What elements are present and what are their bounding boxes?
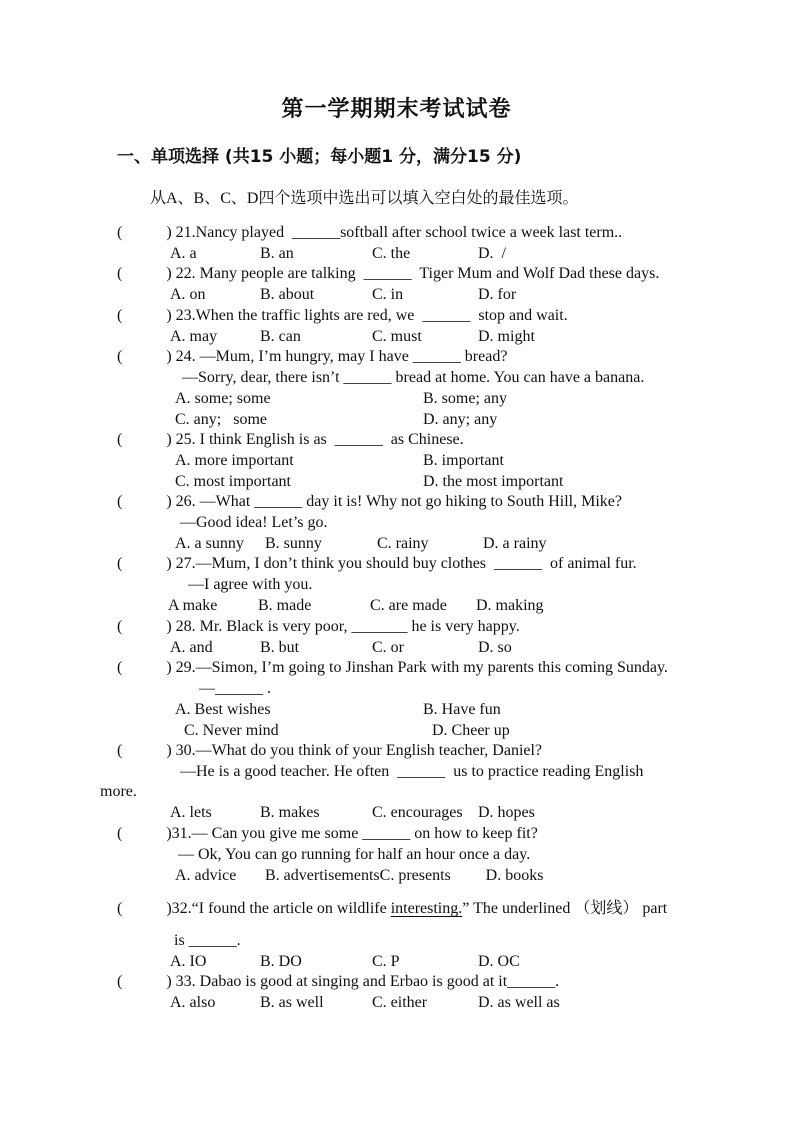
question-29-options-ab xyxy=(175,700,501,720)
section-heading: 一、单项选择 (共15 小题；每小题1 分，满分15 分) xyxy=(117,147,522,167)
option-28-d: D. so xyxy=(478,639,512,656)
answer-paren-close: ) xyxy=(166,825,172,842)
option-33-d: D. as well as xyxy=(478,994,560,1011)
answer-paren-open: ( xyxy=(117,618,123,635)
page-title: 第一学期期末考试试卷 xyxy=(281,97,512,122)
answer-paren-open: ( xyxy=(117,973,123,990)
option-27-d: D. making xyxy=(476,597,544,614)
option-22-c: C. in xyxy=(372,286,404,303)
answer-paren-open: ( xyxy=(117,900,123,917)
option-24-b: B. some; any xyxy=(423,390,507,407)
option-25-b: B. important xyxy=(423,452,504,469)
option-21-c: C. the xyxy=(372,245,411,262)
question-26-options xyxy=(175,534,547,554)
question-30-options xyxy=(170,803,535,823)
question-29-stem xyxy=(117,658,668,678)
answer-paren-open: ( xyxy=(117,348,123,365)
answer-paren-close: ) xyxy=(166,555,172,572)
answer-paren-close: ) xyxy=(166,224,172,241)
question-31-options xyxy=(175,866,543,886)
question-32-options xyxy=(170,952,520,972)
question-26-stem-line2: —Good idea! Let’s go. xyxy=(180,514,328,531)
question-28-options xyxy=(170,638,512,658)
option-21-b: B. an xyxy=(260,245,294,262)
answer-paren-close: ) xyxy=(166,618,172,635)
option-24-d: D. any; any xyxy=(423,411,498,428)
stem-text: 31.— Can you give me some ______ on how to keep fit? xyxy=(171,825,538,842)
option-30-d: D. hopes xyxy=(478,804,535,821)
option-29-d: D. Cheer up xyxy=(432,722,510,739)
option-33-b: B. as well xyxy=(260,994,324,1011)
section-instruction: 从A、B、C、D四个选项中选出可以填入空白处的最佳选项。 xyxy=(150,190,579,207)
question-25-options-cd xyxy=(175,472,563,492)
option-32-c: C. P xyxy=(372,953,400,970)
question-22-stem xyxy=(117,264,659,284)
answer-paren-open: ( xyxy=(117,742,123,759)
answer-paren-open: ( xyxy=(117,224,123,241)
question-27-stem xyxy=(117,554,637,574)
question-24-options-cd xyxy=(175,410,497,430)
answer-paren-close: ) xyxy=(166,742,172,759)
option-26-b: B. sunny xyxy=(265,535,322,552)
question-30-stem-line3: more. xyxy=(100,783,137,800)
answer-paren-close: ) xyxy=(166,348,172,365)
stem-text: 25. I think English is as ______ as Chinese. xyxy=(171,431,464,448)
option-24-a: A. some; some xyxy=(175,390,271,407)
option-32-b: B. DO xyxy=(260,953,302,970)
stem-text: 23.When the traffic lights are red, we ______ stop and wait. xyxy=(171,307,568,324)
option-30-a: A. lets xyxy=(170,804,212,821)
stem-text: 22. Many people are talking ______ Tiger Mum and Wolf Dad these days. xyxy=(171,265,660,282)
option-29-c: C. Never mind xyxy=(184,722,279,739)
stem-text: 28. Mr. Black is very poor, _______ he is very happy. xyxy=(171,618,520,635)
option-22-b: B. about xyxy=(260,286,315,303)
option-31-b: B. advertisements xyxy=(265,867,380,884)
question-31-stem-line2: — Ok, You can go running for half an hour once a day. xyxy=(178,846,531,863)
stem-text-pre: 32.“I found the article on wildlife xyxy=(171,900,391,917)
option-31-a: A. advice xyxy=(175,867,237,884)
answer-paren-open: ( xyxy=(117,431,123,448)
underlined-word: interesting. xyxy=(390,900,463,917)
answer-paren-close: ) xyxy=(166,973,172,990)
option-21-a: A. a xyxy=(170,245,197,262)
question-32-stem-line2: is ______. xyxy=(174,932,241,949)
question-27-options xyxy=(168,596,544,616)
answer-paren-open: ( xyxy=(117,825,123,842)
question-25-options-ab xyxy=(175,451,504,471)
option-27-b: B. made xyxy=(258,597,312,614)
option-24-c: C. any; some xyxy=(175,411,267,428)
answer-paren-close: ) xyxy=(166,900,172,917)
option-32-a: A. IO xyxy=(170,953,207,970)
option-30-b: B. makes xyxy=(260,804,320,821)
question-33-options xyxy=(170,993,560,1013)
answer-paren-close: ) xyxy=(166,307,172,324)
option-30-c: C. encourages xyxy=(372,804,463,821)
option-32-d: D. OC xyxy=(478,953,520,970)
answer-paren-close: ) xyxy=(166,659,172,676)
question-29-options-cd xyxy=(184,721,510,741)
option-29-a: A. Best wishes xyxy=(175,701,271,718)
question-28-stem xyxy=(117,617,520,637)
question-29-stem-line2: —______ . xyxy=(199,680,271,697)
question-30-stem-line2: —He is a good teacher. He often ______ us to practice reading English xyxy=(180,763,644,780)
option-22-d: D. for xyxy=(478,286,517,303)
option-28-b: B. but xyxy=(260,639,300,656)
option-26-a: A. a sunny xyxy=(175,535,244,552)
option-23-a: A. may xyxy=(170,328,218,345)
stem-text: 21.Nancy played ______softball after school twice a week last term.. xyxy=(171,224,623,241)
question-21-stem xyxy=(117,223,622,243)
stem-text: 30.—What do you think of your English teacher, Daniel? xyxy=(171,742,543,759)
question-27-stem-line2: —I agree with you. xyxy=(188,576,313,593)
question-22-options xyxy=(170,285,516,305)
question-31-stem xyxy=(117,824,538,844)
option-28-c: C. or xyxy=(372,639,404,656)
option-33-c: C. either xyxy=(372,994,428,1011)
stem-text: 27.—Mum, I don’t think you should buy clothes ______ of animal fur. xyxy=(171,555,637,572)
question-25-stem xyxy=(117,430,464,450)
option-28-a: A. and xyxy=(170,639,213,656)
stem-text: 33. Dabao is good at singing and Erbao is good at it______. xyxy=(171,973,560,990)
option-26-d: D. a rainy xyxy=(483,535,547,552)
question-24-stem-line2: —Sorry, dear, there isn’t ______ bread at home. You can have a banana. xyxy=(182,369,645,386)
stem-text: 24. —Mum, I’m hungry, may I have ______ bread? xyxy=(171,348,508,365)
option-31-d: D. books xyxy=(485,867,544,884)
question-24-stem xyxy=(117,347,507,367)
option-23-d: D. might xyxy=(478,328,535,345)
answer-paren-open: ( xyxy=(117,555,123,572)
option-27-a: A make xyxy=(168,597,218,614)
option-23-b: B. can xyxy=(260,328,301,345)
option-33-a: A. also xyxy=(170,994,216,1011)
question-23-stem xyxy=(117,306,568,326)
answer-paren-close: ) xyxy=(166,431,172,448)
question-24-options-ab xyxy=(175,389,507,409)
option-25-c: C. most important xyxy=(175,473,291,490)
answer-paren-close: ) xyxy=(166,265,172,282)
stem-text: 26. —What ______ day it is! Why not go hiking to South Hill, Mike? xyxy=(171,493,622,510)
answer-paren-open: ( xyxy=(117,659,123,676)
answer-paren-open: ( xyxy=(117,493,123,510)
option-25-a: A. more important xyxy=(175,452,294,469)
option-23-c: C. must xyxy=(372,328,422,345)
option-27-c: C. are made xyxy=(370,597,447,614)
option-26-c: C. rainy xyxy=(377,535,429,552)
option-31-c: C. presents xyxy=(379,867,451,884)
question-32-stem xyxy=(117,899,667,919)
answer-paren-open: ( xyxy=(117,307,123,324)
answer-paren-open: ( xyxy=(117,265,123,282)
question-33-stem xyxy=(117,972,559,992)
stem-text-post: ” The underlined （划线） part xyxy=(462,900,668,917)
question-30-stem xyxy=(117,741,542,761)
question-21-options xyxy=(170,244,506,264)
option-22-a: A. on xyxy=(170,286,206,303)
question-23-options xyxy=(170,327,535,347)
option-29-b: B. Have fun xyxy=(423,701,501,718)
option-21-d: D. / xyxy=(478,245,506,262)
answer-paren-close: ) xyxy=(166,493,172,510)
question-26-stem xyxy=(117,492,622,512)
stem-text: 29.—Simon, I’m going to Jinshan Park with my parents this coming Sunday. xyxy=(171,659,668,676)
option-25-d: D. the most important xyxy=(423,473,564,490)
